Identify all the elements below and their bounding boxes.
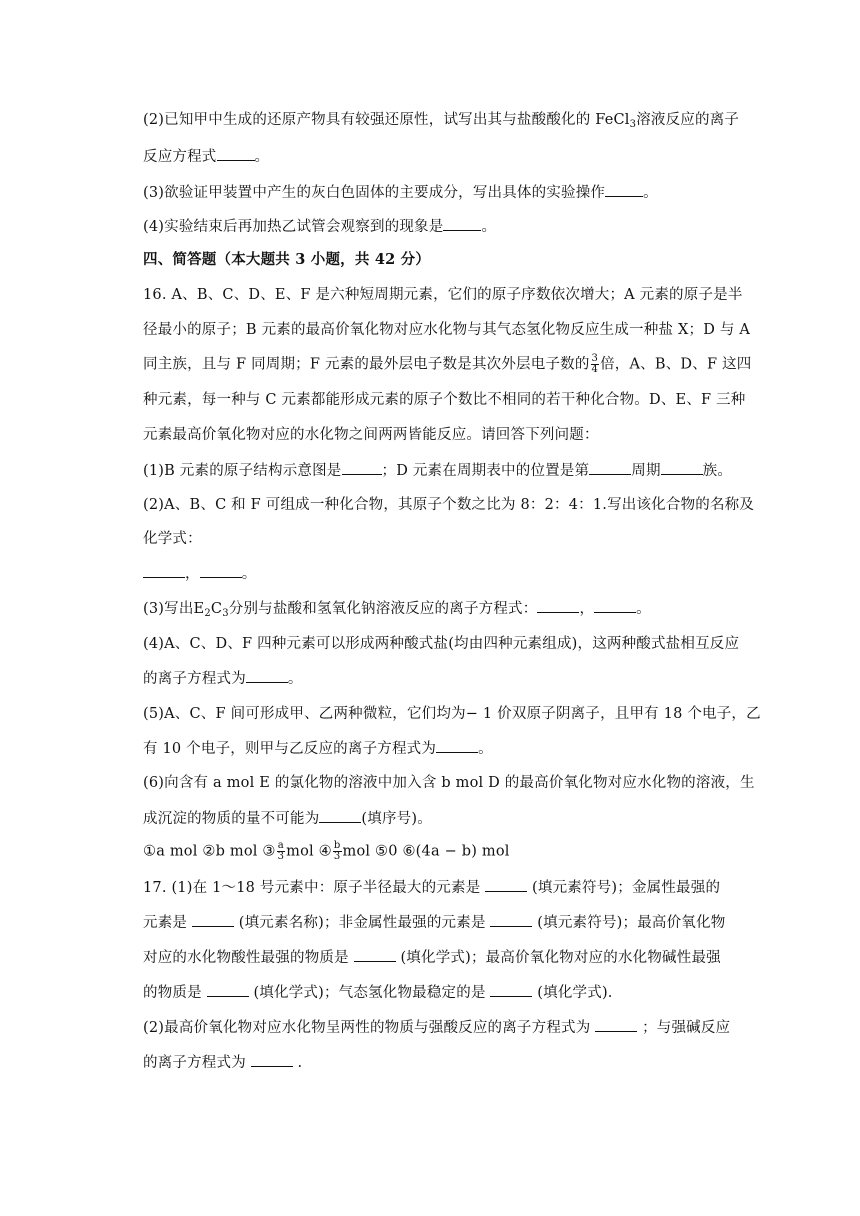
text: (填元素符号)；金属性最强的: [532, 880, 721, 896]
text: 成沉淀的物质的量不可能为: [143, 811, 320, 827]
answer-blank[interactable]: [207, 982, 249, 997]
subscript: 2: [204, 608, 211, 619]
text: 。: [287, 671, 303, 687]
text: 有 10 个电子，则甲与乙反应的离子方程式为: [143, 741, 437, 757]
text: (填元素符号)；最高价氧化物: [537, 915, 726, 931]
q16-part2-line3: [143, 563, 256, 584]
text: ，: [185, 566, 200, 582]
text: C: [210, 601, 223, 617]
text: (4)实验结束后再加热乙试管会观察到的现象是: [143, 219, 444, 235]
answer-blank[interactable]: [443, 216, 481, 231]
q16-line2: 径最小的原子；B 元素的最高价氧化物对应水化物与其气态氢化物反应生成一种盐 X；D 与 A: [143, 322, 751, 338]
answer-blank[interactable]: [594, 598, 636, 613]
denominator: 3: [333, 851, 341, 862]
answer-blank[interactable]: [192, 912, 234, 927]
text: ①a mol ②b mol ③: [143, 843, 276, 860]
text: (1)B 元素的原子结构示意图是: [143, 463, 342, 479]
answer-blank[interactable]: [436, 738, 478, 753]
fraction: [333, 841, 342, 862]
subscript: 3: [222, 608, 229, 619]
q16-line4: 种元素，每一种与 C 元素都能形成元素的原子个数比不相同的若干种化合物。D、E、F 三种: [143, 392, 746, 408]
text: (填化学式)；气态氢化物最稳定的是: [253, 985, 486, 1001]
q17-line1: [143, 877, 720, 898]
text: (3)写出E: [143, 601, 205, 617]
answer-blank[interactable]: [354, 947, 396, 962]
answer-blank[interactable]: [537, 598, 579, 613]
text: .: [297, 1055, 303, 1071]
text: 周期: [631, 463, 661, 479]
text: (填化学式).: [537, 985, 613, 1001]
answer-blank[interactable]: [319, 808, 361, 823]
text: 倍，A、B、D、F 这四: [600, 356, 752, 373]
text: 的离子方程式为: [143, 1055, 246, 1071]
text: 溶液反应的离子: [636, 112, 740, 128]
q17-line4: [143, 982, 613, 1003]
numerator: a: [277, 840, 284, 851]
q16-part6-line1: (6)向含有 a mol E 的氯化物的溶液中加入含 b mol D 的最高价氧化物对应水化物的溶液，生: [143, 775, 755, 791]
text: 元素是: [143, 915, 188, 931]
text: 对应的水化物酸性最强的物质是: [143, 950, 349, 966]
q16-part4-line1: (4)A、C、D、F 四种元素可以形成两种酸式盐(均由四种元素组成)，这两种酸式盐相互反应: [143, 636, 740, 652]
text: ；D 元素在周期表中的位置是第: [381, 463, 590, 479]
text: 。: [636, 601, 651, 617]
q16-part5-line1: (5)A、C、F 间可形成甲、乙两种微粒，它们均为− 1 价双原子阴离子，且甲有 18 个电子，乙: [143, 706, 761, 722]
q16-line1: 16. A、B、C、D、E、F 是六种短周期元素，它们的原子序数依次增大；A 元素的原子是半: [143, 287, 743, 303]
text: 17. (1)在 1～18 号元素中：原子半径最大的元素是: [143, 880, 481, 896]
text: ，: [579, 601, 595, 617]
fraction: [277, 841, 286, 862]
answer-blank[interactable]: [485, 877, 527, 892]
text: ；与强碱反应: [642, 1020, 731, 1036]
text: 。: [643, 185, 658, 201]
answer-blank[interactable]: [661, 460, 703, 475]
section-heading: 四、简答题（本大题共 3 小题，共 42 分）: [143, 251, 431, 268]
q16-part1: [143, 460, 732, 481]
q17-part2-line2: [143, 1052, 302, 1073]
text: 族。: [702, 463, 733, 479]
text: 分别与盐酸和氢氧化钠溶液反应的离子方程式：: [228, 601, 538, 617]
answer-blank[interactable]: [595, 1017, 637, 1032]
answer-blank[interactable]: [143, 563, 185, 578]
q16-part5-line2: [143, 738, 493, 759]
q15-part2-line1: [143, 110, 739, 130]
answer-blank[interactable]: [490, 982, 532, 997]
q16-options: [143, 841, 510, 862]
fraction: [591, 354, 600, 375]
q16-part2-line2: 化学式：: [143, 531, 202, 547]
text: 。: [481, 219, 497, 235]
denominator: 3: [277, 851, 285, 862]
answer-blank[interactable]: [490, 912, 532, 927]
answer-blank[interactable]: [605, 182, 643, 197]
q16-part4-line2: [143, 668, 303, 689]
text: 的离子方程式为: [143, 671, 246, 687]
text: (填序号)。: [361, 811, 432, 827]
text: 反应方程式: [143, 149, 217, 165]
q16-line5: 元素最高价氧化物对应的水化物之间两两皆能反应。请回答下列问题：: [143, 427, 599, 443]
answer-blank[interactable]: [200, 563, 242, 578]
text: (3)欲验证甲装置中产生的灰白色固体的主要成分，写出具体的实验操作: [143, 185, 606, 201]
q17-part2-line1: [143, 1017, 730, 1038]
q15-part2-line2: [143, 146, 269, 167]
q15-part3: [143, 182, 658, 203]
answer-blank[interactable]: [246, 668, 288, 683]
answer-blank[interactable]: [251, 1052, 293, 1067]
text: (填化学式)；最高价氧化物对应的水化物碱性最强: [400, 950, 721, 966]
text: mol ⑤0 ⑥(4a − b) mol: [342, 843, 510, 860]
text: mol ④: [286, 843, 332, 860]
text: 的物质是: [143, 985, 202, 1001]
q17-line2: [143, 912, 725, 933]
text: 同主族，且与 F 同周期；F 元素的最外层电子数是其次外层电子数的: [143, 356, 590, 373]
answer-blank[interactable]: [342, 460, 382, 475]
q16-part3: [143, 598, 651, 619]
numerator: b: [333, 840, 341, 851]
q16-part6-line2: [143, 808, 432, 829]
q15-part4: [143, 216, 496, 237]
text: 。: [241, 566, 257, 582]
text: 。: [478, 741, 493, 757]
numerator: 3: [591, 353, 599, 364]
answer-blank[interactable]: [217, 146, 255, 161]
text: (2)最高价氧化物对应水化物呈两性的物质与强酸反应的离子方程式为: [143, 1020, 591, 1036]
text: 。: [254, 149, 270, 165]
answer-blank[interactable]: [589, 460, 631, 475]
denominator: 4: [591, 364, 599, 375]
text: (2)已知甲中生成的还原产物具有较强还原性，试写出其与盐酸酸化的 FeCl: [143, 112, 630, 128]
q16-part2-line1: (2)A、B、C 和 F 可组成一种化合物，其原子个数之比为 8：2：4：1.写出该化合物的名称及: [143, 497, 755, 513]
text: (填元素名称)；非金属性最强的元素是: [238, 915, 486, 931]
subscript: 3: [629, 119, 637, 130]
q16-line3: [143, 354, 751, 375]
q17-line3: [143, 947, 721, 968]
